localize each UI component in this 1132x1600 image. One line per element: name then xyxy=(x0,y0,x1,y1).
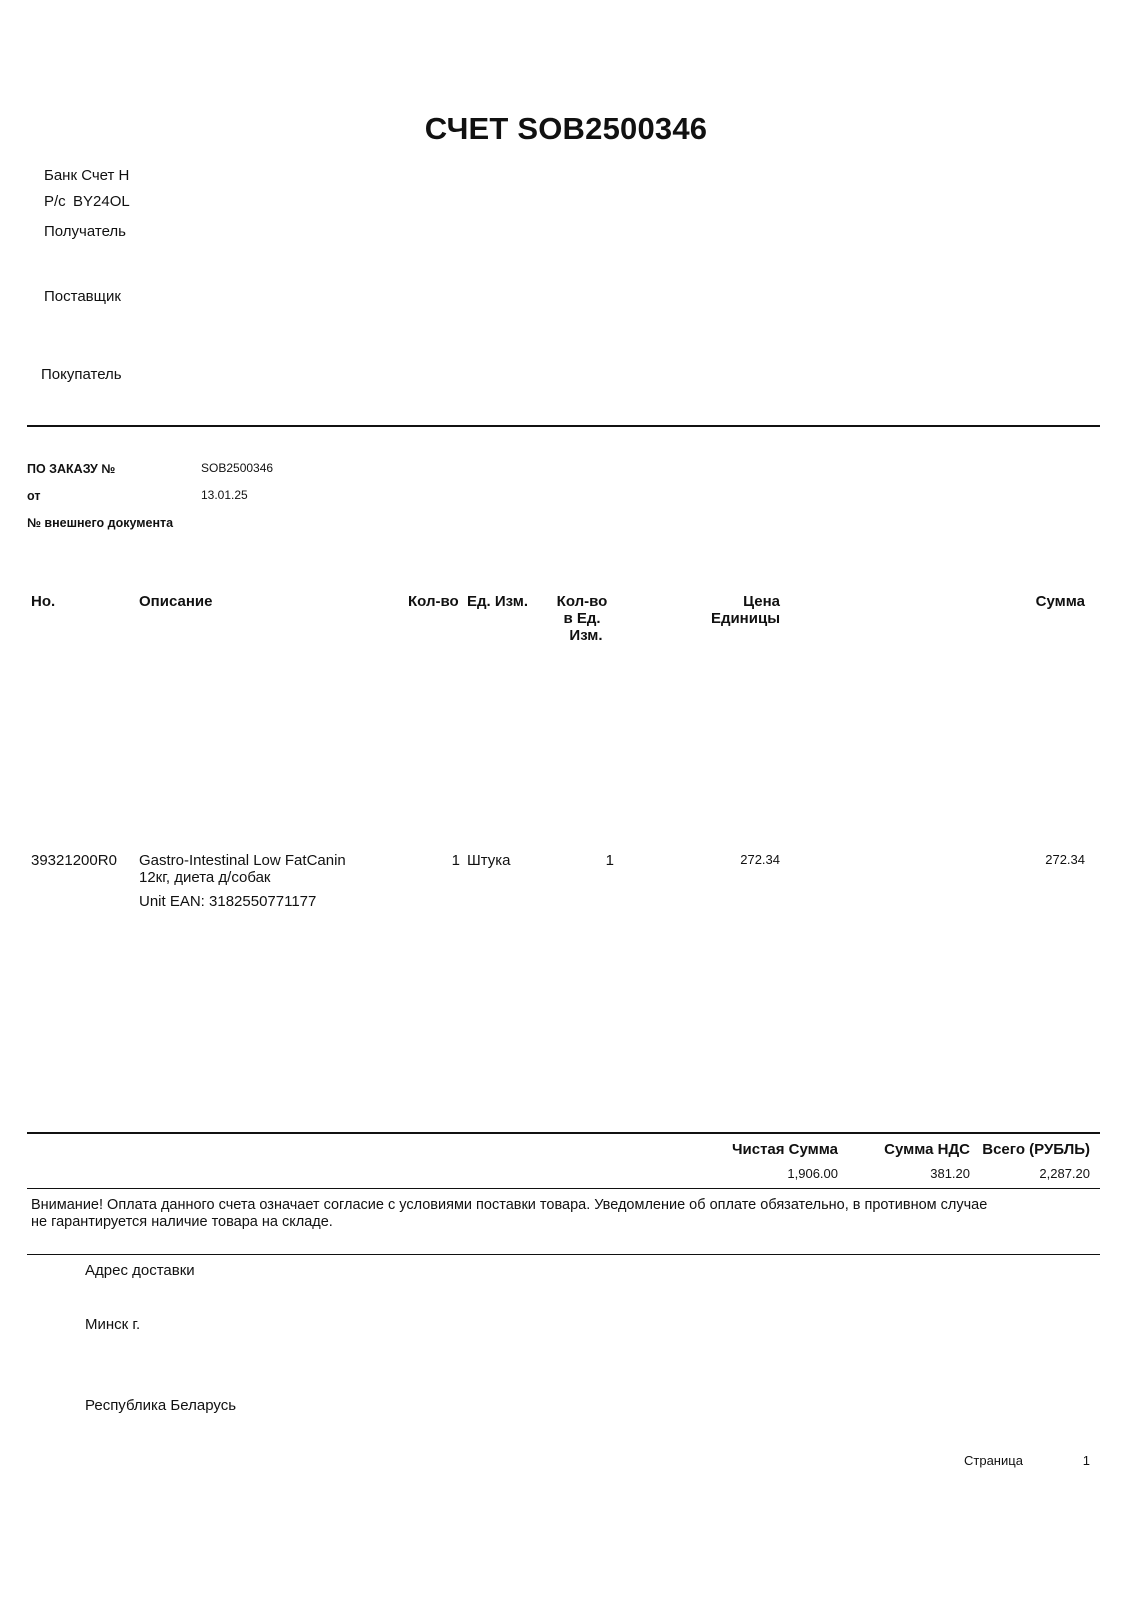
recipient-label: Получатель xyxy=(44,223,126,240)
payment-notice-line1: Внимание! Оплата данного счета означает согласие с условиями поставки товара. Уведомление об оплате обязательно, в противном случае xyxy=(31,1197,988,1213)
payment-notice xyxy=(31,1197,987,1231)
total-amount-value: 2,287.20 xyxy=(1039,1166,1090,1181)
bank-account-label: Банк Счет Н xyxy=(44,167,130,184)
row-item-no: 39321200R0 xyxy=(31,852,117,869)
total-amount-label: Всего (РУБЛЬ) xyxy=(982,1141,1090,1158)
totals-divider-top xyxy=(27,1132,1100,1134)
col-header-unit: Ед. Изм. xyxy=(467,593,528,610)
col-header-qty-per-unit xyxy=(547,593,617,644)
page-label: Страница xyxy=(964,1453,1023,1468)
payment-notice-line2: не гарантируется наличие товара на складе. xyxy=(31,1214,333,1230)
external-doc-label: № внешнего документа xyxy=(27,516,174,530)
delivery-country: Республика Беларусь xyxy=(85,1397,237,1414)
row-item-qty-per-unit: 1 xyxy=(605,852,614,869)
col-header-amount: Сумма xyxy=(1035,593,1085,610)
row-item-description-line1: Gastro-Intestinal Low FatCanin xyxy=(139,852,346,869)
page-number: 1 xyxy=(1082,1453,1090,1468)
col-header-qty: Кол-во xyxy=(408,593,459,610)
col-header-qty-per-unit-line1: Кол-во xyxy=(556,593,608,610)
col-header-unit-price xyxy=(680,593,780,627)
net-amount-value: 1,906.00 xyxy=(787,1166,838,1181)
col-header-unit-price-line1: Цена xyxy=(743,593,780,610)
notice-divider xyxy=(27,1254,1100,1255)
delivery-address-label: Адрес доставки xyxy=(85,1262,195,1279)
col-header-qty-per-unit-line2: в Ед. xyxy=(563,610,601,627)
order-no-value: SOB2500346 xyxy=(201,461,274,475)
row-item-description-line2: 12кг, диета д/собак xyxy=(139,869,271,886)
row-item-amount: 272.34 xyxy=(1045,852,1085,867)
totals-divider-bottom xyxy=(27,1188,1100,1189)
header-divider xyxy=(27,425,1100,427)
row-item-description xyxy=(139,852,346,910)
row-item-ean: Unit EAN: 3182550771177 xyxy=(139,893,317,910)
vat-amount-value: 381.20 xyxy=(930,1166,970,1181)
row-item-unit: Штука xyxy=(467,852,511,869)
vat-amount-label: Сумма НДС xyxy=(884,1141,970,1158)
rs-value: BY24OL xyxy=(73,193,130,210)
col-header-no: Но. xyxy=(31,593,56,610)
buyer-label: Покупатель xyxy=(41,366,122,383)
delivery-city: Минск г. xyxy=(85,1316,141,1333)
rs-label: Р/с xyxy=(44,193,66,210)
supplier-label: Поставщик xyxy=(44,288,121,305)
order-no-label: ПО ЗАКАЗУ № xyxy=(27,462,116,476)
row-item-unit-price: 272.34 xyxy=(740,852,780,867)
col-header-qty-per-unit-line3: Изм. xyxy=(569,627,603,644)
invoice-title: СЧЕТ SOB2500346 xyxy=(424,111,708,146)
order-date-label: от xyxy=(27,489,41,503)
order-date-value: 13.01.25 xyxy=(201,488,248,502)
col-header-unit-price-line2: Единицы xyxy=(710,610,780,627)
row-item-qty: 1 xyxy=(451,852,460,869)
net-amount-label: Чистая Сумма xyxy=(731,1141,838,1158)
col-header-description: Описание xyxy=(139,593,213,610)
